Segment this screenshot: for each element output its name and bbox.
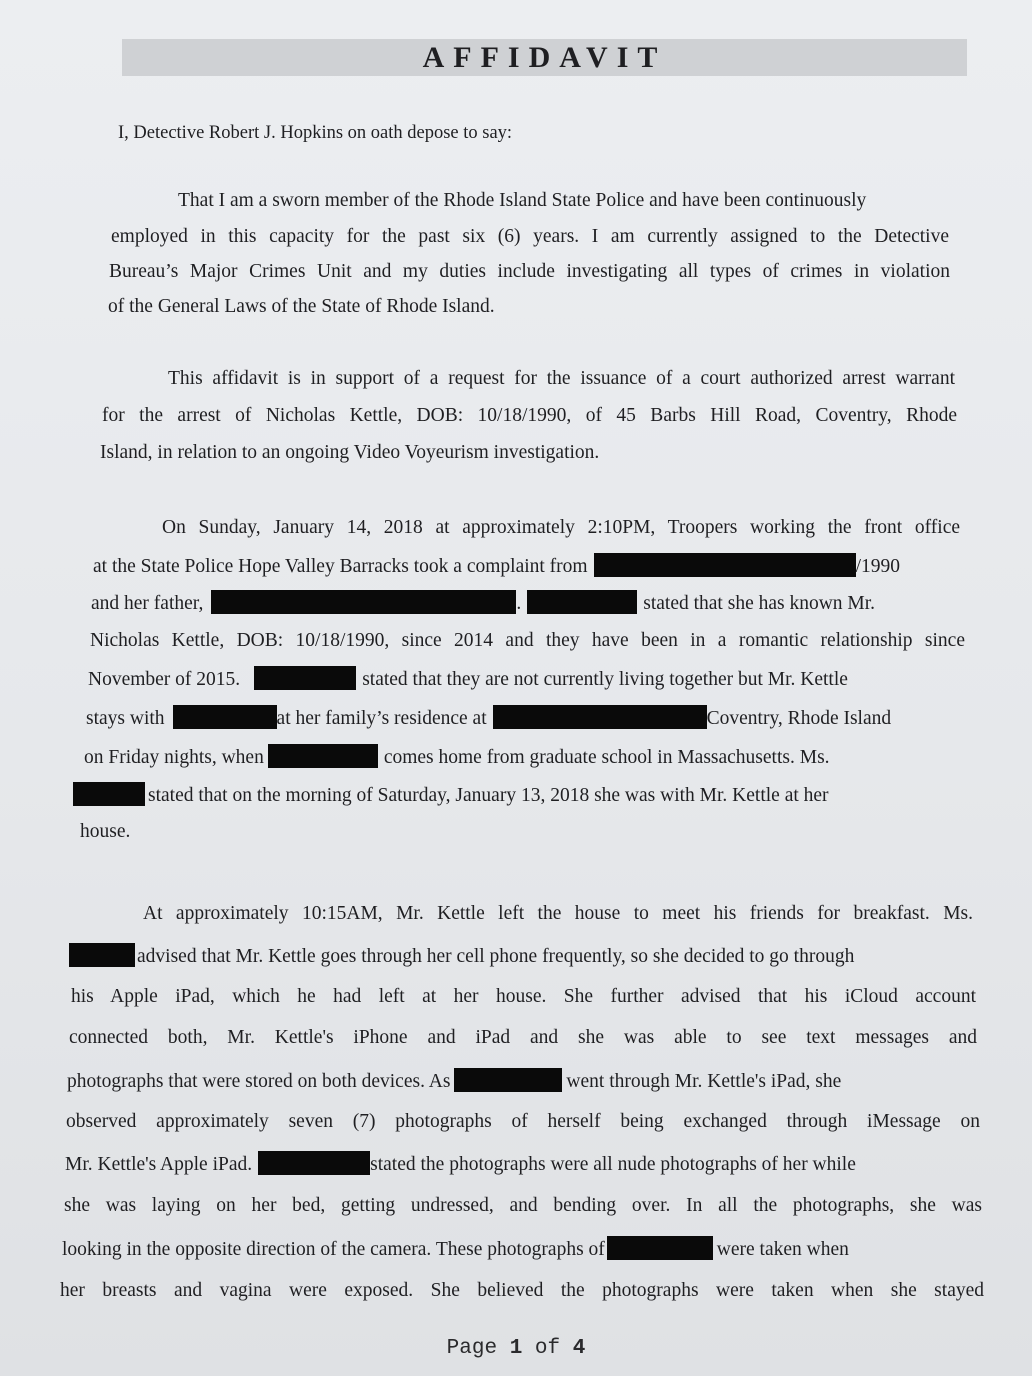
para3-line-5 (88, 666, 966, 692)
text: That I am a sworn member of the Rhode Island State Police and have been continuously (178, 190, 867, 211)
page-word: Page (446, 1337, 498, 1360)
text: . (516, 593, 522, 614)
page-number: 1 (509, 1337, 523, 1360)
para1-line-2: employed in this capacity for the past six (6) years. I am currently assigned to the Detective (111, 226, 949, 247)
para4-line-3: his Apple iPad, which he had left at her house. She further advised that his iCloud account (71, 986, 976, 1007)
text: were taken when (716, 1239, 849, 1260)
redaction-bar (73, 782, 145, 806)
text: on Friday nights, when (84, 747, 264, 768)
text: stays with (86, 708, 165, 729)
text: /1990 (855, 556, 901, 577)
para2-line-1: This affidavit is in support of a request for the issuance of a court authorized arrest warrant (168, 368, 955, 389)
para1-line-4: of the General Laws of the State of Rhode Island. (108, 296, 495, 317)
page-total: 4 (572, 1337, 586, 1360)
para1-line-3: Bureau’s Major Crimes Unit and my duties include investigating all types of crimes in violation (109, 261, 950, 282)
text: stated that on the morning of Saturday, January 13, 2018 she was with Mr. Kettle at her (148, 785, 829, 806)
redaction-bar (527, 590, 637, 614)
redaction-bar (254, 666, 356, 690)
text: went through Mr. Kettle's iPad, she (566, 1071, 842, 1092)
of-word: of (534, 1337, 561, 1360)
text: Coventry, Rhode Island (706, 708, 892, 729)
para2-line-3: Island, in relation to an ongoing Video Voyeurism investigation. (100, 442, 600, 463)
document-title: AFFIDAVIT (422, 40, 667, 74)
redaction-bar (268, 744, 378, 768)
para4-line-9 (62, 1236, 983, 1262)
para3-line-2 (93, 553, 963, 579)
para4-line-7 (65, 1151, 981, 1177)
redaction-bar (173, 705, 277, 729)
para3-line-3 (91, 590, 963, 616)
text: stated the photographs were all nude photographs of her while (370, 1154, 856, 1175)
text: at the State Police Hope Valley Barracks took a complaint from (93, 556, 588, 577)
para4-line-1: At approximately 10:15AM, Mr. Kettle left the house to meet his friends for breakfast. Ms. (143, 903, 973, 924)
redaction-bar (211, 590, 516, 614)
para4-line-5 (67, 1068, 979, 1094)
redaction-bar (258, 1151, 370, 1175)
text: stated that they are not currently living together but Mr. Kettle (362, 669, 848, 690)
para3-line-1: On Sunday, January 14, 2018 at approximately 2:10PM, Troopers working the front office (162, 517, 960, 538)
para3-line-7 (84, 744, 970, 770)
intro-line: I, Detective Robert J. Hopkins on oath depose to say: (118, 123, 513, 143)
text: stated that she has known Mr. (643, 593, 876, 614)
para4-line-4: connected both, Mr. Kettle's iPhone and iPad and she was able to see text messages and (69, 1027, 977, 1048)
para3-line-4: Nicholas Kettle, DOB: 10/18/1990, since 2014 and they have been in a romantic relationship since (90, 630, 965, 651)
para3-line-6 (86, 705, 968, 731)
redaction-bar (594, 553, 856, 577)
redaction-bar (69, 943, 135, 967)
text: looking in the opposite direction of the camera. These photographs of (62, 1239, 605, 1260)
para4-line-8: she was laying on her bed, getting undressed, and bending over. In all the photographs, she was (64, 1195, 982, 1216)
redaction-bar (607, 1236, 713, 1260)
text: and her father, (91, 593, 204, 614)
para4-line-2 (69, 943, 975, 969)
page-footer (0, 1337, 1032, 1360)
text: Mr. Kettle's Apple iPad. (65, 1154, 253, 1175)
text: photographs that were stored on both devices. As (67, 1071, 451, 1092)
para3-line-9: house. (80, 821, 131, 842)
para2-line-2: for the arrest of Nicholas Kettle, DOB: 10/18/1990, of 45 Barbs Hill Road, Coventry, Rhode (102, 405, 957, 426)
redaction-bar (493, 705, 707, 729)
text: November of 2015. (88, 669, 241, 690)
text: comes home from graduate school in Massachusetts. Ms. (383, 747, 830, 768)
para3-line-8 (73, 782, 971, 808)
para1-line-1 (178, 189, 946, 213)
text: advised that Mr. Kettle goes through her cell phone frequently, so she decided to go through (137, 946, 855, 967)
title-bar (122, 39, 967, 76)
para4-line-10: her breasts and vagina were exposed. She believed the photographs were taken when she stayed (60, 1280, 984, 1301)
para4-line-6: observed approximately seven (7) photographs of herself being exchanged through iMessage on (66, 1111, 980, 1132)
text: at her family’s residence at (276, 708, 487, 729)
redaction-bar (454, 1068, 562, 1092)
